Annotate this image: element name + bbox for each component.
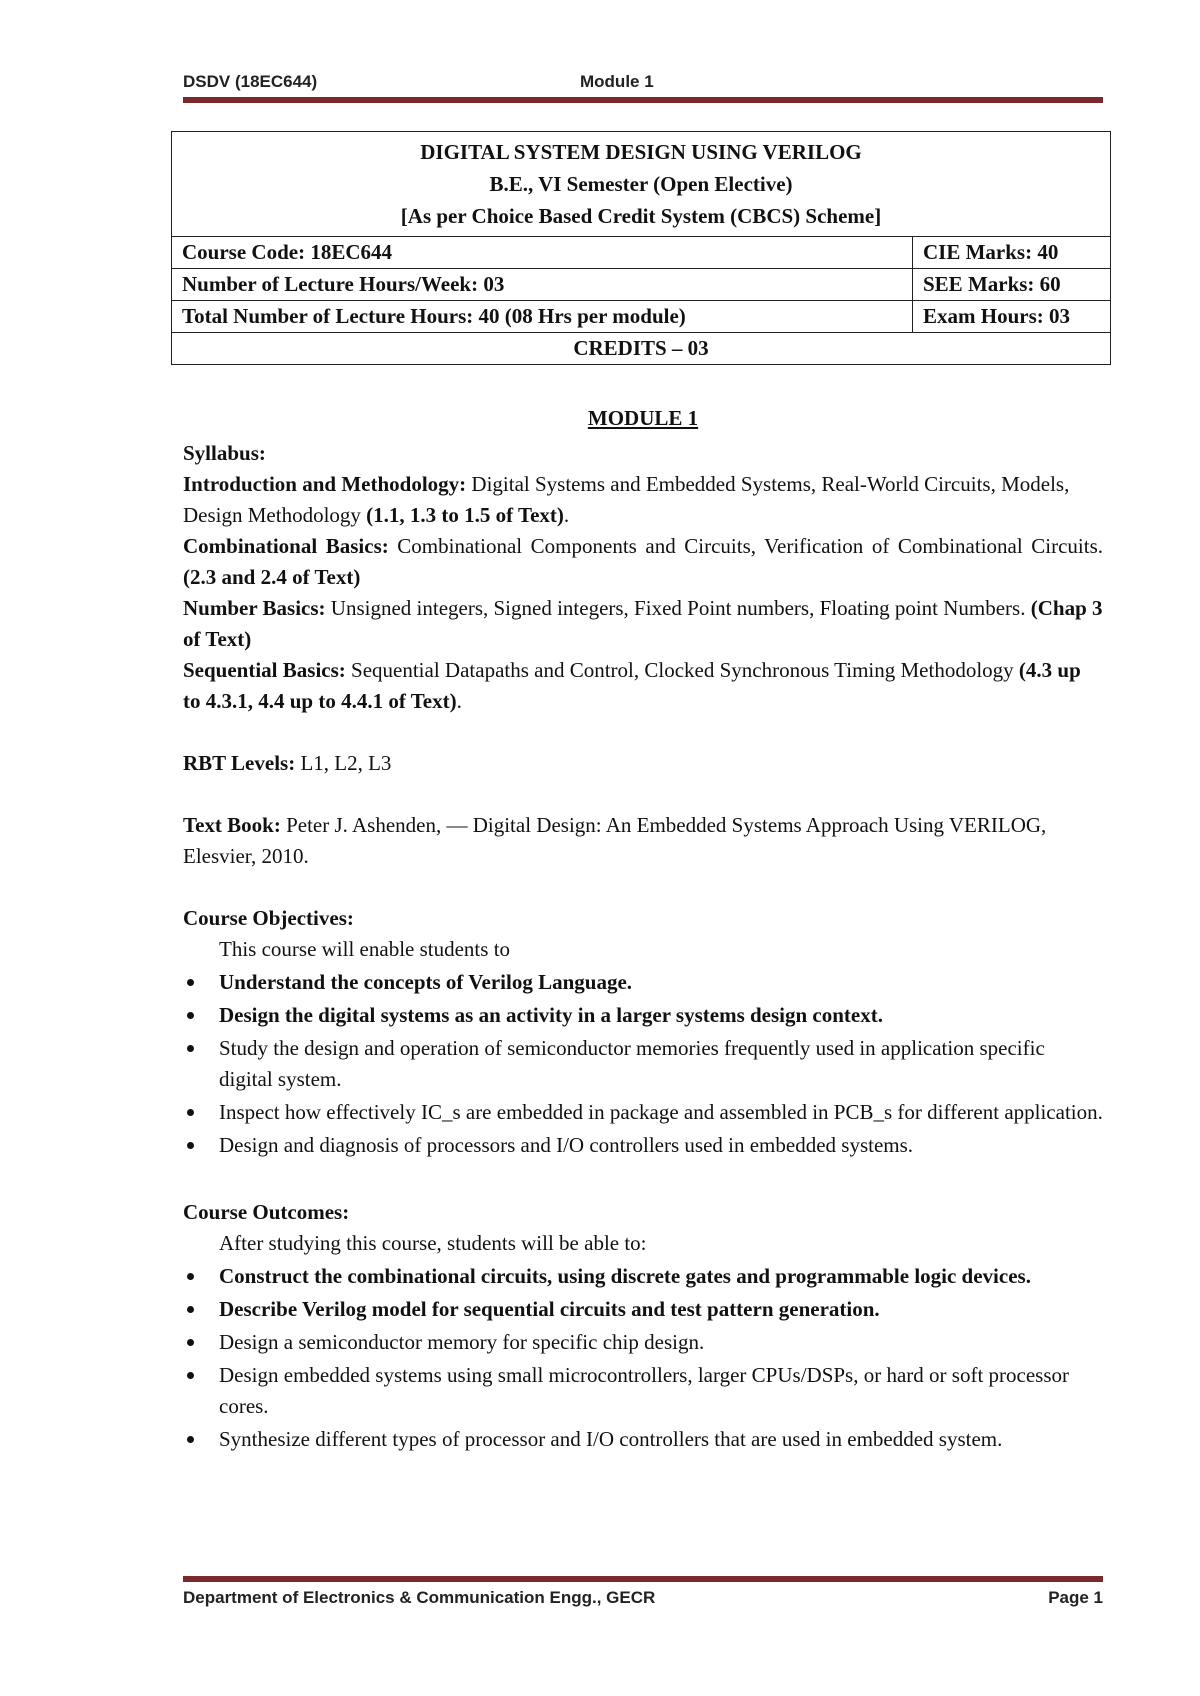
list-item: Design and diagnosis of processors and I/O controllers used in embedded systems. bbox=[183, 1130, 1103, 1161]
cie-marks-cell: CIE Marks: 40 bbox=[913, 237, 1111, 269]
objectives-intro: This course will enable students to bbox=[219, 937, 511, 961]
syllabus-item: Number Basics: Unsigned integers, Signed integers, Fixed Point numbers, Floating point Numbers. (Chap 3 of Text) bbox=[183, 596, 1103, 651]
bullet-icon bbox=[187, 1436, 194, 1443]
module-title: MODULE 1 bbox=[587, 406, 699, 430]
footer-rule bbox=[183, 1576, 1103, 1582]
list-item: Understand the concepts of Verilog Language. bbox=[183, 967, 1103, 998]
syllabus-item: Sequential Basics: Sequential Datapaths and Control, Clocked Synchronous Timing Methodology (4.3 up to 4.3.1, 4.4 up to 4.4.1 of Text). bbox=[183, 658, 1081, 713]
list-item: Design embedded systems using small microcontrollers, larger CPUs/DSPs, or hard or soft processor cores. bbox=[183, 1360, 1103, 1422]
table-row bbox=[172, 301, 1111, 333]
course-code-cell: Course Code: 18EC644 bbox=[172, 237, 913, 269]
bullet-icon bbox=[187, 1339, 194, 1346]
table-row bbox=[172, 237, 1111, 269]
list-item: Inspect how effectively IC_s are embedded in package and assembled in PCB_s for different application. bbox=[183, 1097, 1103, 1128]
list-item: Describe Verilog model for sequential circuits and test pattern generation. bbox=[183, 1294, 1103, 1325]
list-item: Design the digital systems as an activity in a larger systems design context. bbox=[183, 1000, 1103, 1031]
bullet-icon bbox=[187, 1306, 194, 1313]
page-footer bbox=[183, 1588, 1103, 1608]
bullet-icon bbox=[187, 1045, 194, 1052]
rbt-levels: RBT Levels: L1, L2, L3 bbox=[183, 751, 392, 775]
course-title-cell bbox=[172, 132, 1111, 237]
list-item: Synthesize different types of processor and I/O controllers that are used in embedded system. bbox=[183, 1424, 1103, 1455]
bullet-icon bbox=[187, 1372, 194, 1379]
course-info-table bbox=[171, 131, 1111, 365]
objectives-label: Course Objectives: bbox=[183, 906, 354, 930]
syllabus-item: Combinational Basics: Combinational Components and Circuits, Verification of Combinational Circuits. (2.3 and 2.4 of Text) bbox=[183, 534, 1103, 589]
exam-hours-cell: Exam Hours: 03 bbox=[913, 301, 1111, 333]
see-marks-cell: SEE Marks: 60 bbox=[913, 269, 1111, 301]
credits-cell: CREDITS – 03 bbox=[172, 333, 1111, 365]
list-item: Study the design and operation of semiconductor memories frequently used in application specific digital system. bbox=[183, 1033, 1103, 1095]
course-title: DIGITAL SYSTEM DESIGN USING VERILOG bbox=[420, 140, 862, 164]
table-row bbox=[172, 269, 1111, 301]
page-header bbox=[183, 72, 1103, 96]
scheme-line: [As per Choice Based Credit System (CBCS) Scheme] bbox=[400, 204, 882, 228]
outcomes-label: Course Outcomes: bbox=[183, 1200, 350, 1224]
syllabus-item: Introduction and Methodology: Digital Systems and Embedded Systems, Real-World Circuits, Models, Design Methodology (1.1, 1.3 to 1.5 of Text). bbox=[183, 472, 1070, 527]
course-code-header: DSDV (18EC644) bbox=[183, 72, 318, 91]
outcomes-intro: After studying this course, students will be able to: bbox=[219, 1231, 647, 1255]
module-header: Module 1 bbox=[580, 72, 654, 91]
department-name: Department of Electronics & Communication Engg., GECR bbox=[183, 1588, 656, 1607]
total-hours-cell: Total Number of Lecture Hours: 40 (08 Hrs per module) bbox=[172, 301, 913, 333]
page-number: Page 1 bbox=[1048, 1588, 1103, 1607]
bullet-icon bbox=[187, 979, 194, 986]
text-book: Text Book: Peter J. Ashenden, — Digital Design: An Embedded Systems Approach Using VERILOG, Elesvier, 2010. bbox=[183, 813, 1047, 868]
lecture-hours-week-cell: Number of Lecture Hours/Week: 03 bbox=[172, 269, 913, 301]
bullet-icon bbox=[187, 1109, 194, 1116]
list-item: Design a semiconductor memory for specific chip design. bbox=[183, 1327, 1103, 1358]
header-rule bbox=[183, 97, 1103, 103]
semester-line: B.E., VI Semester (Open Elective) bbox=[489, 172, 793, 196]
bullet-icon bbox=[187, 1273, 194, 1280]
page-content bbox=[183, 403, 1103, 1457]
table-row bbox=[172, 333, 1111, 365]
outcomes-list bbox=[183, 1261, 1103, 1455]
syllabus-label: Syllabus: bbox=[183, 441, 266, 465]
bullet-icon bbox=[187, 1142, 194, 1149]
bullet-icon bbox=[187, 1012, 194, 1019]
list-item: Construct the combinational circuits, using discrete gates and programmable logic devices. bbox=[183, 1261, 1103, 1292]
objectives-list bbox=[183, 967, 1103, 1161]
